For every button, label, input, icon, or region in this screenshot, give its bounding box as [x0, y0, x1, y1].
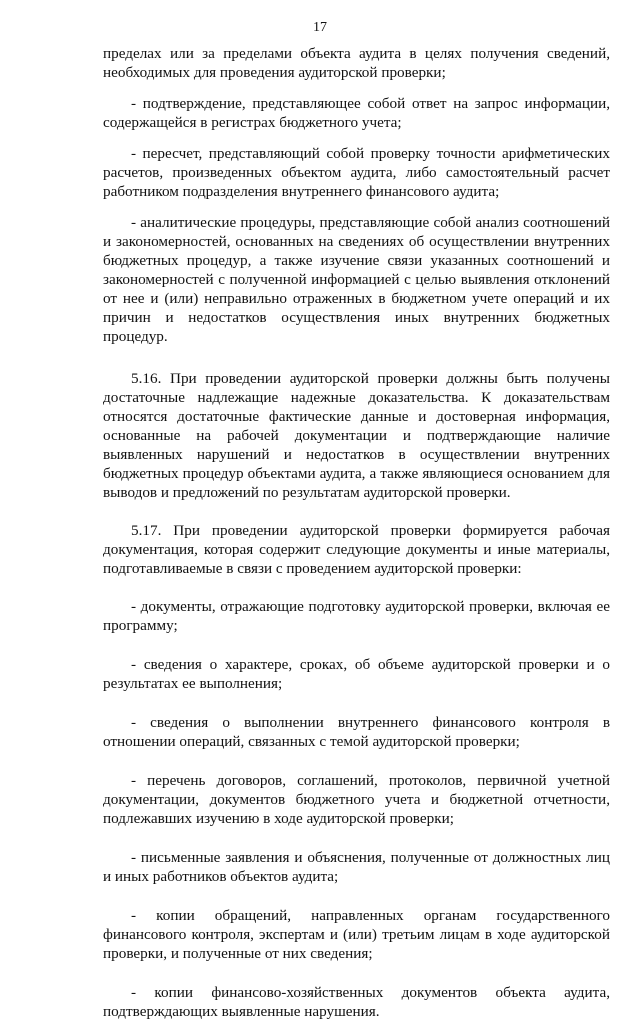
- document-body: [103, 44, 610, 1021]
- list-item-analytical-procedures: - аналитические процедуры, представляющие собой анализ соотношений и закономерностей, основанных на сведениях об осуществлении внутренних бюджетных процедур, а также изучение связи указанных соотношений и закономерностей с полученной информацией с целью выявления отклонений от нее и (или) неправильно отраженных в бюджетном учете операций и их причин и недостатков осуществления иных внутренних бюджетных процедур.: [103, 214, 610, 345]
- clause-5-17: 5.17. При проведении аудиторской проверки формируется рабочая документация, которая содержит следующие документы и иные материалы, подготавливаемые в связи с проведением аудиторской проверки:: [103, 522, 610, 577]
- clause-5-16: 5.16. При проведении аудиторской проверки должны быть получены достаточные надлежащие надежные доказательства. К доказательствам относятся достаточные фактические данные и достоверная информация, основанные на рабочей документации и подтверждающие наличие выявленных нарушений и недостатков в осуществлении внутренних бюджетных процедур объектами аудита, а также являющиеся основанием для выводов и предложений по результатам аудиторской проверки.: [103, 370, 610, 501]
- paragraph-continuation: пределах или за пределами объекта аудита в целях получения сведений, необходимых для проведения аудиторской проверки;: [103, 45, 610, 81]
- list-item-nature-terms: - сведения о характере, сроках, об объеме аудиторской проверки и о результатах ее выполнения;: [103, 656, 610, 692]
- page-number: 17: [313, 20, 327, 35]
- list-item-confirmation: - подтверждение, представляющее собой ответ на запрос информации, содержащейся в регистрах бюджетного учета;: [103, 95, 610, 131]
- list-item-internal-control: - сведения о выполнении внутреннего финансового контроля в отношении операций, связанных с темой аудиторской проверки;: [103, 714, 610, 750]
- list-item-contracts-list: - перечень договоров, соглашений, протоколов, первичной учетной документации, документов бюджетного учета и бюджетной отчетности, подлежавших изучению в ходе аудиторской проверки;: [103, 772, 610, 827]
- list-item-preparation-documents: - документы, отражающие подготовку аудиторской проверки, включая ее программу;: [103, 598, 610, 634]
- list-item-written-statements: - письменные заявления и объяснения, полученные от должностных лиц и иных работников объектов аудита;: [103, 849, 610, 885]
- list-item-recalculation: - пересчет, представляющий собой проверку точности арифметических расчетов, произведенных объектом аудита, либо самостоятельный расчет работником подразделения внутреннего финансового аудита;: [103, 145, 610, 200]
- list-item-appeal-copies: - копии обращений, направленных органам государственного финансового контроля, экспертам и (или) третьим лицам в ходе аудиторской проверки, и полученные от них сведения;: [103, 907, 610, 962]
- list-item-financial-documents: - копии финансово-хозяйственных документов объекта аудита, подтверждающих выявленные нарушения.: [103, 984, 610, 1020]
